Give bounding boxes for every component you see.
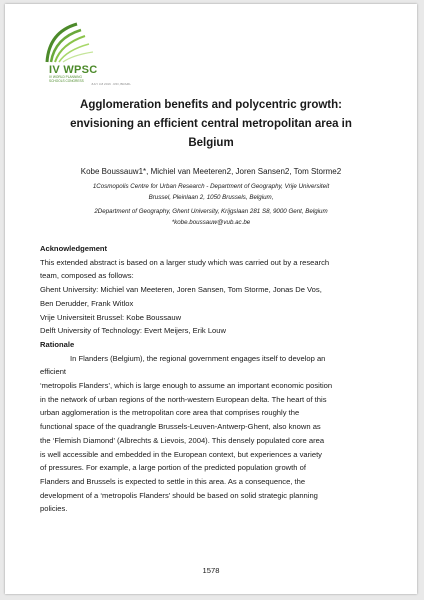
paragraph-line: in the network of urban regions of the north-western European delta. The heart of this xyxy=(40,394,327,404)
logo-title: IV WPSC xyxy=(49,64,98,76)
paragraph-line: Ghent University: Michiel van Meeteren, Joren Sansen, Tom Storme, Jonas De Vos, xyxy=(40,285,322,295)
paragraph-line: Ben Derudder, Frank Witlox xyxy=(40,298,134,308)
page-number: 1578 xyxy=(202,566,220,575)
section-heading: Acknowledgement xyxy=(40,244,108,253)
acknowledgement-section xyxy=(40,242,384,516)
affiliation-2 xyxy=(35,207,387,228)
affiliation-1 xyxy=(35,182,387,203)
section-heading: Rationale xyxy=(40,339,75,349)
logo-tagline: JULY 3-8 2016 · RIO, BRAZIL xyxy=(91,82,131,86)
paragraph-line: Vrije Universiteit Brussel: Kobe Boussauw xyxy=(40,312,182,322)
author-list: Kobe Boussauw1*, Michiel van Meeteren2, Joren Sansen2, Tom Storme2 xyxy=(80,167,342,176)
paragraph-line: efficient xyxy=(40,367,67,377)
paragraph-line: In Flanders (Belgium), the regional government engages itself to develop an xyxy=(70,353,326,363)
conference-logo xyxy=(39,18,169,88)
paragraph-line: of pressures. For example, a large portion of the predicted population growth of xyxy=(40,463,306,473)
paragraph-line: the ‘Flemish Diamond’ (Albrechts & Lievois, 2004). This densely populated core area xyxy=(40,435,325,445)
globe-arcs-icon xyxy=(39,18,99,66)
paragraph-line: ‘metropolis Flanders’, which is large enough to assume an important economic position xyxy=(40,381,333,391)
document-page xyxy=(5,4,417,594)
paragraph-line: Flanders and Brussels is expected to settle in this area. As a consequence, the xyxy=(40,476,306,486)
paragraph-line: is well accessible and embedded in the European context, but experiences a variety xyxy=(40,449,322,459)
affiliation-line: Brussel, Pleinlaan 2, 1050 Brussels, Belgium, xyxy=(148,193,274,201)
title-line: Belgium xyxy=(188,137,234,149)
paragraph-line: This extended abstract is based on a larger study which was carried out by a research xyxy=(40,257,330,267)
logo-subtitle: IV WORLD PLANNING SCHOOLS CONGRESS xyxy=(49,75,84,83)
paragraph-line: Delft University of Technology: Evert Meijers, Erik Louw xyxy=(40,326,226,336)
affiliation-line: 1Cosmopolis Centre for Urban Research - Department of Geography, Vrije Universiteit xyxy=(92,183,330,190)
paragraph-line: policies. xyxy=(40,504,68,514)
paragraph-line: team, composed as follows: xyxy=(40,271,134,281)
contact-email: *kobe.boussauw@vub.ac.be xyxy=(171,218,251,226)
paper-title xyxy=(25,96,397,153)
title-line: envisioning an efficient central metropolitan area in xyxy=(70,118,352,130)
title-line: Agglomeration benefits and polycentric growth: xyxy=(80,99,342,111)
paragraph-line: functional space of the quadrangle Brussels-Leuven-Antwerp-Ghent, also known as xyxy=(40,422,321,432)
paragraph-line: urban agglomeration is the metropolitan core area that comprises roughly the xyxy=(40,408,300,418)
paragraph-line: development of a ‘metropolis Flanders’ should be based on solid strategic planning xyxy=(40,490,318,500)
affiliation-line: 2Department of Geography, Ghent University, Krijgslaan 281 S8, 9000 Gent, Belgium xyxy=(94,208,328,215)
